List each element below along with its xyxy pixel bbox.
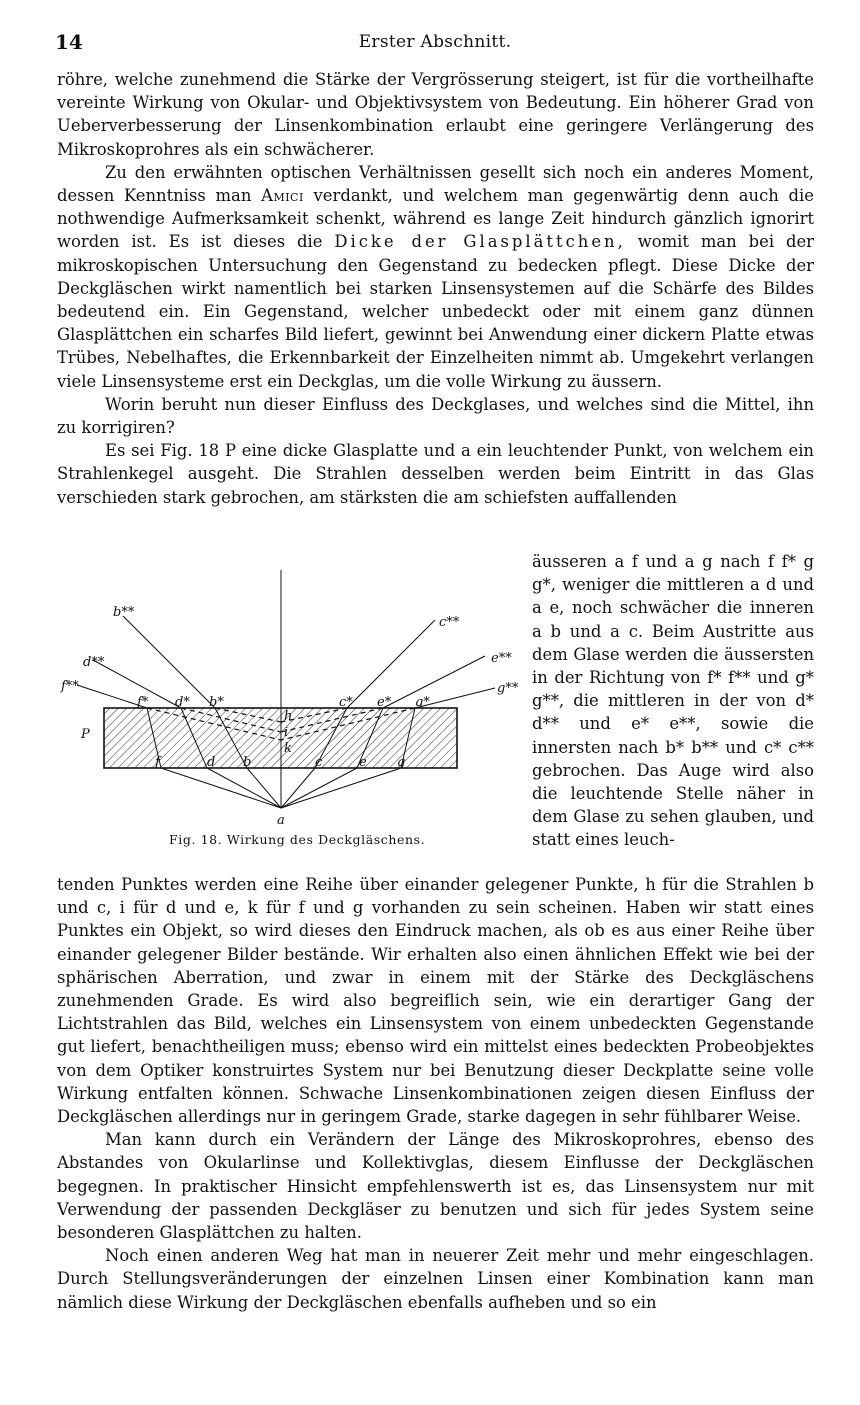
side-paragraph: äusseren a f und a g nach f f* g g*, weniger die mittleren a d und a e, noch schwächer die inneren a b und a c. Beim Austritte aus dem Glase werden die äussersten in der Richtung von f* f** und g* g**, die mittleren in der von d* d** und e* e**, sowie die innersten nach b* b** und c* c** gebrochen. Das Auge wird also die leuchtende Stelle näher in dem Glase zu sehen glauben, und statt eines leuch- (532, 552, 814, 850)
label-f1: f* (137, 695, 149, 710)
paragraph-2-part-b: verdankt, und welchem man gegenwärtig denn auch die nothwendige Aufmerksamkeit schenkt, während es lange Zeit hindurch gänzlich ignorirt worden ist. Es ist dieses die (57, 186, 814, 252)
main-text-bottom (57, 873, 814, 1314)
paragraph-1: röhre, welche zunehmend die Stärke der Vergrösserung steigert, ist für die vortheilhafte vereinte Wirkung von Okular- und Objektivsystem von Bedeutung. Ein höherer Grad von Ueberverbesserung der Linsenkombination erlaubt eine geringere Verlängerung des Mikroskoprohres als ein schwächerer. (57, 70, 814, 159)
paragraph-7: Noch einen anderen Weg hat man in neuerer Zeit mehr und mehr eingeschlagen. Durch Stellungsveränderungen der einzelnen Linsen einer Kombination kann man nämlich diese Wirkung der Deckgläschen ebenfalls aufheben und so ein (57, 1246, 814, 1312)
label-g: g (397, 755, 406, 770)
page-number: 14 (55, 30, 83, 54)
label-c2: c** (439, 615, 460, 630)
label-f: f (155, 755, 160, 770)
label-a: a (277, 813, 285, 828)
label-P: P (81, 727, 90, 742)
deckglas-diagram (57, 540, 519, 830)
label-b2: b** (113, 605, 135, 620)
paragraph-4: Es sei Fig. 18 P eine dicke Glasplatte und a ein leuchtender Punkt, von welchem ein Strahlenkegel ausgeht. Die Strahlen desselben werden beim Eintritt in das Glas verschieden stark gebrochen, am stärksten die am schiefsten auffallenden (57, 441, 814, 507)
label-c1: c* (339, 695, 353, 710)
running-header (55, 30, 815, 56)
label-h: h (284, 709, 293, 724)
label-d1: d* (175, 695, 190, 710)
label-f2: f** (61, 679, 79, 694)
label-i: i (284, 725, 289, 740)
label-e2: e** (491, 651, 512, 666)
author-name-amici: Amici (261, 186, 304, 206)
paragraph-5: tenden Punktes werden eine Reihe über einander gelegener Punkte, h für die Strahlen b und c, i für d und e, k für f und g vorhanden zu sein scheinen. Haben wir statt eines Punktes ein Objekt, so wird dieses den Eindruck machen, als ob es aus einer Reihe über einander gelegener Bilder bestände. Wir erhalten also einen ähnlichen Effekt wie bei der sphärischen Aberration, und zwar in einem mit der Stärke des Deckgläschens zunehmenden Grade. Es wird also begreiflich sein, wie ein derartiger Gang der Lichtstrahlen das Bild, welches ein Linsensystem von einem unbedeckten Gegenstande gut liefert, benachtheiligen muss; ebenso wird ein mittelst eines bedeckten Probeobjektes von dem Optiker konstruirtes System nur bei Benutzung dieser Deckplatte seine volle Wirkung entfalten können. Schwache Linsenkombinationen zeigen diesen Einfluss der Deckgläschen allerdings nur in geringem Grade, starke dagegen in sehr fühlbarer Weise. (57, 875, 814, 1127)
paragraph-2-part-a: Zu den erwähnten optischen Verhältnissen gesellt sich noch ein anderes Moment, dessen Kenntniss man (57, 162, 814, 206)
label-d2: d** (83, 655, 105, 670)
label-c: c (315, 755, 323, 770)
paragraph-2 (57, 161, 814, 393)
emphasis-thickness: Dicke der Glasplättchen, (334, 232, 626, 252)
figure-18 (57, 540, 519, 870)
running-title: Erster Abschnitt. (358, 32, 512, 52)
label-k: k (284, 741, 292, 756)
figure-caption: Fig. 18. Wirkung des Deckgläschens. (169, 832, 426, 847)
main-text-top (57, 68, 814, 509)
label-g2: g** (497, 681, 519, 696)
paragraph-6: Man kann durch ein Verändern der Länge des Mikroskoprohres, ebenso des Abstandes von Okularlinse und Kollektivglas, diesem Einflusse der Deckgläschen begegnen. In praktischer Hinsicht empfehlenswerth ist es, das Linsensystem nur mit Verwendung der passenden Deckgläser zu benutzen und sich für jedes System seine besonderen Glasplättchen zu halten. (57, 1130, 814, 1243)
paragraph-3: Worin beruht nun dieser Einfluss des Deckglases, und welches sind die Mittel, ihn zu korrigiren? (57, 394, 814, 438)
label-g1: g* (415, 695, 430, 710)
label-b1: b* (209, 695, 224, 710)
paragraph-2-part-c: womit man bei der mikroskopischen Untersuchung den Gegenstand zu bedecken pflegt. Diese Dicke der Deckgläschen wirkt namentlich bei starken Linsensystemen auf die Schärfe des Bildes bedeutend ein. Ein Gegenstand, welcher unbedeckt oder mit einem ganz dünnen Glasplättchen ein scharfes Bild liefert, gewinnt bei Anwendung einer dickern Platte etwas Trübes, Nebelhaftes, die Erkennbarkeit der Einzelheiten nimmt ab. Umgekehrt verlangen viele Linsensysteme erst ein Deckglas, um die volle Wirkung zu äussern. (57, 232, 815, 391)
side-column-text (532, 550, 814, 852)
label-e: e (359, 755, 367, 770)
label-b: b (243, 755, 252, 770)
label-d: d (207, 755, 216, 770)
label-e1: e* (377, 695, 392, 710)
